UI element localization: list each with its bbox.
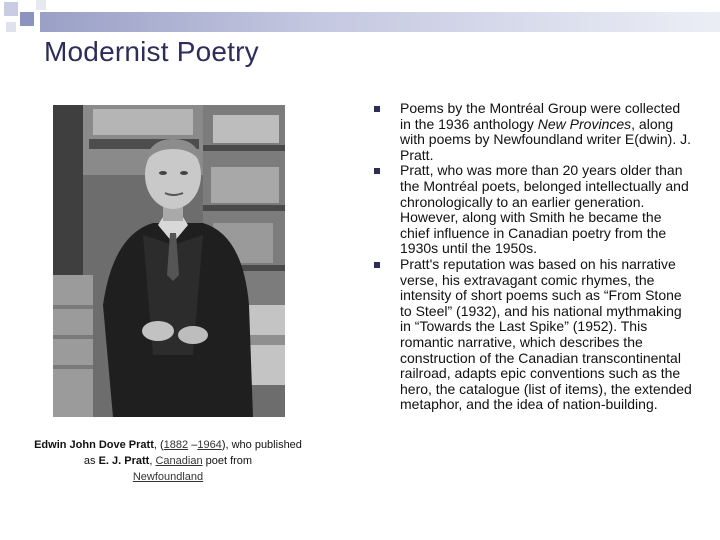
caption-pen-name: E. J. Pratt [98,455,150,467]
deco-square [36,0,46,10]
caption-text: ), who published as [83,439,302,467]
caption-link-newfoundland[interactable]: Newfoundland [132,471,204,483]
slide-title: Modernist Poetry [44,36,259,67]
portrait-photo [53,105,285,417]
caption-link-birth-year[interactable]: 1882 [163,439,189,451]
caption-text: , ( [153,439,164,451]
bullet-item [373,163,693,257]
caption-link-canadian[interactable]: Canadian [155,455,203,467]
deco-square [6,22,16,32]
caption-text: – [188,439,198,451]
bullet-italic-text: New Provinces [537,115,632,132]
photo-caption [34,437,302,485]
deco-square [20,12,34,26]
caption-name: Edwin John Dove Pratt [34,439,154,451]
bullet-text: Pratt's reputation was based on his narrative verse, his extravagant comic rhymes, the intensity of short poems such as “From Stone to Steel” (1932), and his national mythmaking in “Towards the Last Spike” (1952). This romantic narrative, which describes the construction of the Canadian transcontinental railroad, adapts epic conventions such as the hero, the catalogue (list of items), the extended metaphor, and the idea of nation-building. [400,255,692,413]
bullet-item [373,101,693,163]
header-bar [40,12,720,32]
bullet-item [373,257,693,413]
square-bullet-icon [374,106,380,112]
square-bullet-icon [374,262,380,268]
caption-text: , [149,455,156,467]
bullet-text: Pratt, who was more than 20 years older than the Montréal poets, belonged intellectually and chronologically to an earlier generation. However, along with Smith he became the chief influence in Canadian poetry from the 1930s until the 1950s. [400,162,689,257]
bullet-text: , along with poems by Newfoundland writer E(dwin). J. Pratt. [400,115,692,163]
deco-square [4,2,18,16]
bullet-list [373,101,693,413]
square-bullet-icon [374,168,380,174]
caption-link-death-year[interactable]: 1964 [197,439,222,451]
bullet-text: Poems by the Montréal Group were collected in the 1936 anthology [400,100,681,132]
caption-text: poet from [202,455,253,467]
